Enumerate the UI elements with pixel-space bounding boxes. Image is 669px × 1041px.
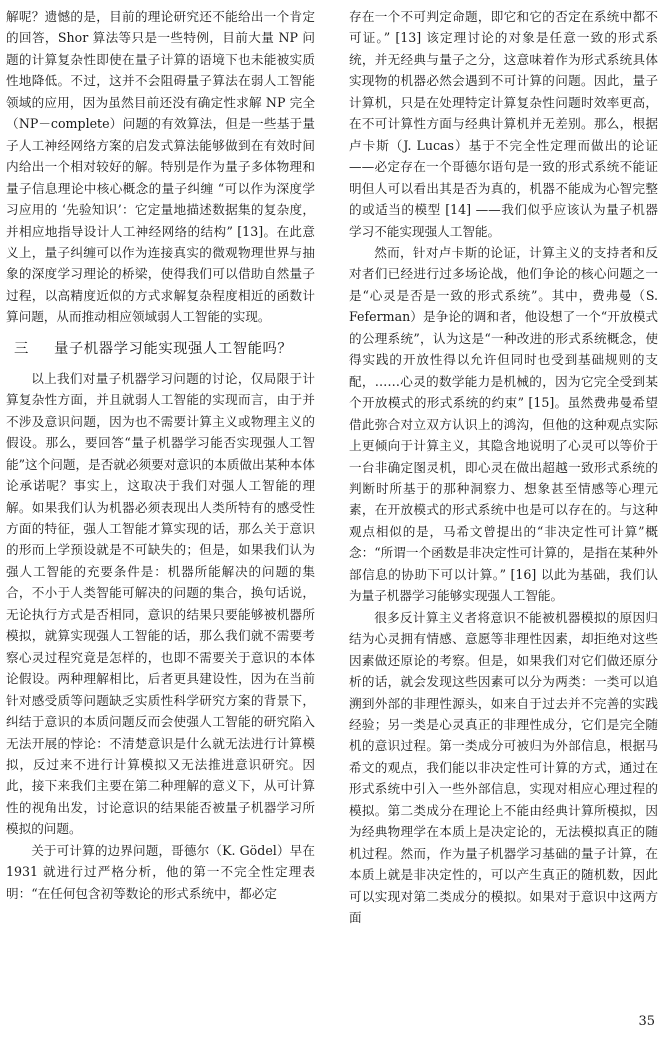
- paragraph: 以上我们对量子机器学习问题的讨论，仅局限于计算复杂性方面，并且就弱人工智能的实现而言，由于并不涉及意识问题，因为也不需要计算主义或物理主义的假设。那么，要回答“量子机器学习能否实现强人工智能”这个问题，是否就必须要对意识的本质做出某种本体论承诺呢？事实上，这取决于我们对强人工智能的理解。如果我们认为机器必须表现出人类所特有的感受性方面的特征，强人工智能才算实现的话，那么关于意识的形而上学预设就是不可缺失的；但是，如果我们认为强人工智能的充要条件是：机器所能解决的问题的集合，不小于人类智能可解决的问题的集合，换句话说，无论执行方式是否相同，意识的结果只要能够被机器所模拟，就算实现强人工智能的话，那么我们就不需要考察心灵过程究竟是怎样的，也即不需要关于意识的本体论假设。两种理解相比，后者更具建设性，因为在当前针对感受质等问题缺乏实质性科学研究方案的背景下，纠结于意识的本质问题反而会使强人工智能的研究陷入无法开展的悖论：不清楚意识是什么就无法进行计算模拟，反过来不进行计算模拟又无法推进意识研究。因此，接下来我们主要在第二种理解的意义下，从可计算性的视角出发，讨论意识的结果能否被量子机器学习所模拟的问题。: [6, 370, 315, 837]
- left-column: [6, 6, 315, 904]
- paragraph: 关于可计算的边界问题，哥德尔（K. Gödel）早在 1931 就进行过严格分析，他的第一不完全性定理表明：“在任何包含初等数论的形式系统中，都必定: [6, 842, 315, 901]
- paragraph: 然而，针对卢卡斯的论证，计算主义的支持者和反对者们已经进行过多场论战，他们争论的核心问题之一是“心灵是否是一致的形式系统”。其中，费弗曼（S. Feferman）是争论的调和者，他设想了一个“开放模式的公理系统”，认为这是“一种改进的形式系统概念，使得实践的开放性得以允许但同时也受到基础规则的支配，……心灵的数学能力是机械的，因为它完全受到某个开放模式的形式系统的约束” [15]。虽然费弗曼希望借此弥合对立双方认识上的鸿沟，但他的这种观点实际上更倾向于计算主义，其隐含地说明了心灵可以等价于一台非确定图灵机，即心灵在做出超越一致形式系统的判断时所基于的那种洞察力、想象甚至情感等心理元素，在开放模式的形式系统中也是可以存在的。与这种观点相似的是，马希文曾提出的“非决定性可计算”概念：“所谓一个函数是非决定性可计算的，是指在某种外部信息的协助下可以计算。” [16] 以此为基础，我们认为量子机器学习能够实现强人工智能。: [349, 244, 658, 604]
- section-number: 三: [14, 340, 29, 357]
- section-title: 量子机器学习能实现强人工智能吗？: [54, 340, 293, 357]
- paragraph: 存在一个不可判定命题，即它和它的否定在系统中都不可证。” [13] 该定理讨论的对象是任意一致的形式系统，并无经典与量子之分，这意味着作为形式系统具体实现物的机器必然会遇到不可计算的问题。因此，量子计算机，只是在处理特定计算复杂性问题时效率更高，在不可计算性方面与经典计算机并无差别。那么，根据卢卡斯（J. Lucas）基于不完全性定理而做出的论证——必定存在一个哥德尔语句是一致的形式系统不能证明但人可以看出其是否为真的，机器不能成为心智完整的或适当的模型 [14] ——我们似乎应该认为量子机器学习不能实现强人工智能。: [349, 9, 658, 239]
- paragraph: 解呢？遗憾的是，目前的理论研究还不能给出一个肯定的回答，Shor 算法等只是一些特例，目前大量 NP 问题的计算复杂性即使在量子计算的语境下也未能被实质性地降低。不过，这并不会阻碍量子算法在弱人工智能领域的应用，因为虽然目前还没有确定性求解 NP 完全（NP－complete）问题的有效算法，但是一些基于量子人工神经网络方案的启发式算法能够做到在有效时间内给出一个相对较好的解。特别是作为量子多体物理和量子信息理论中核心概念的量子纠缠 “可以作为深度学习应用的 ‘先验知识’：它定量地描述数据集的复杂度，并相应地指导设计人工神经网络的结构” [13]。在此意义上，量子纠缠可以作为连接真实的微观物理世界与抽象的深度学习理论的桥梁，使得我们可以借助自然量子过程，以高精度近似的方式求解复杂程度相近的函数计算问题，从而推动相应领域弱人工智能的实现。: [6, 9, 315, 325]
- page-number: 35: [638, 1014, 655, 1029]
- right-column: [349, 6, 658, 928]
- paragraph: 很多反计算主义者将意识不能被机器模拟的原因归结为心灵拥有情感、意愿等非理性因素，却拒绝对这些因素做还原论的考察。但是，如果我们对它们做还原分析的话，就会发现这些因素可以分为两类：一类可以追溯到外部的非理性源头，如来自于过去并不完善的实践经验；另一类是心灵真正的非理性成分，它们是完全随机的意识过程。第一类成分可被归为外部信息，根据马希文的观点，我们能以非决定性可计算的方式，通过在形式系统中引入一些外部信息，实现对相应心理过程的模拟。第二类成分在理论上不能由经典计算所模拟，因为经典物理学在本质上是决定论的，无法模拟真正的随机过程。然而，作为量子机器学习基础的量子计算，在本质上就是非决定性的，可以产生真正的随机数，因此可以实现对第二类成分的模拟。如果对于意识中这两方面: [349, 609, 658, 926]
- section-heading: [6, 334, 315, 364]
